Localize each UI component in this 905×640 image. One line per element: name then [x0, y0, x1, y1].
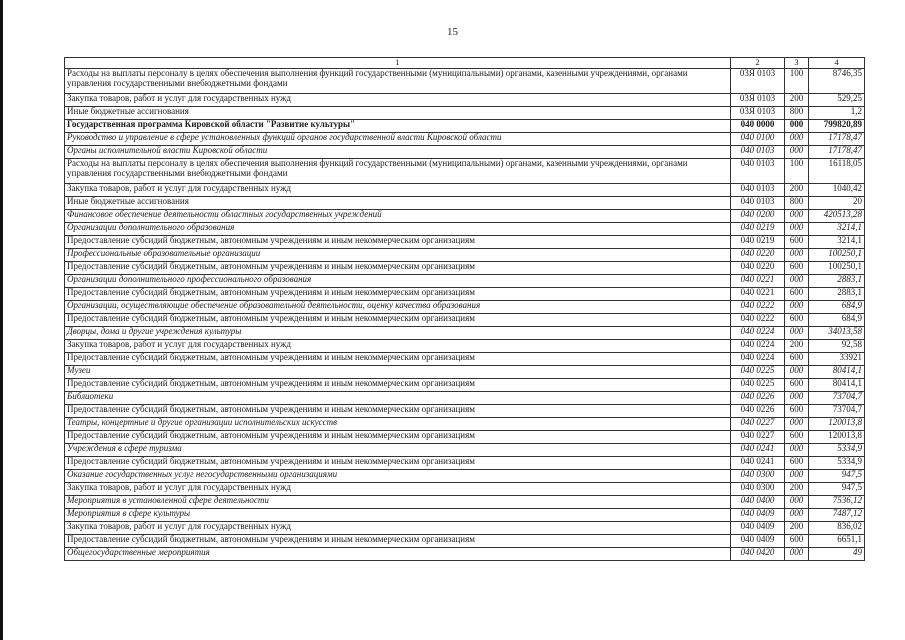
- row-sum-cell: 33921: [809, 353, 865, 366]
- row-code-cell: 040 0222: [731, 301, 785, 314]
- row-name-cell: Предоставление субсидий бюджетным, автономным учреждениям и иным некоммерческим организациям: [65, 379, 731, 392]
- row-sum-cell: 120013,8: [809, 418, 865, 431]
- row-name-cell: Учреждения в сфере туризма: [65, 444, 731, 457]
- row-vr-cell: 100: [785, 159, 809, 184]
- row-sum-cell: 73704,7: [809, 405, 865, 418]
- row-code-cell: 040 0221: [731, 288, 785, 301]
- row-name-cell: Иные бюджетные ассигнования: [65, 197, 731, 210]
- row-sum-cell: 92,58: [809, 340, 865, 353]
- row-vr-cell: 200: [785, 340, 809, 353]
- table-row: [65, 69, 865, 94]
- row-code-cell: 040 0409: [731, 522, 785, 535]
- row-code-cell: 040 0219: [731, 223, 785, 236]
- row-vr-cell: 000: [785, 327, 809, 340]
- table-row: [65, 392, 865, 405]
- row-vr-cell: 000: [785, 418, 809, 431]
- table-row: [65, 418, 865, 431]
- row-name-cell: Предоставление субсидий бюджетным, автономным учреждениям и иным некоммерческим организациям: [65, 314, 731, 327]
- row-code-cell: 040 0241: [731, 444, 785, 457]
- row-sum-cell: 49: [809, 548, 865, 561]
- row-name-cell: Предоставление субсидий бюджетным, автономным учреждениям и иным некоммерческим организациям: [65, 288, 731, 301]
- budget-table: [64, 57, 865, 561]
- row-sum-cell: 17178,47: [809, 133, 865, 146]
- row-name-cell: Общегосударственные мероприятия: [65, 548, 731, 561]
- row-sum-cell: 8746,35: [809, 69, 865, 94]
- row-name-cell: Предоставление субсидий бюджетным, автономным учреждениям и иным некоммерческим организациям: [65, 236, 731, 249]
- row-code-cell: 040 0220: [731, 249, 785, 262]
- row-vr-cell: 600: [785, 535, 809, 548]
- row-name-cell: Предоставление субсидий бюджетным, автономным учреждениям и иным некоммерческим организациям: [65, 535, 731, 548]
- row-name-cell: Предоставление субсидий бюджетным, автономным учреждениям и иным некоммерческим организациям: [65, 457, 731, 470]
- row-name-cell: Театры, концертные и другие организации исполнительских искусств: [65, 418, 731, 431]
- row-name-cell: Организации дополнительного профессионального образования: [65, 275, 731, 288]
- column-number-header: 2: [731, 58, 785, 69]
- row-sum-cell: 2883,1: [809, 288, 865, 301]
- row-sum-cell: 684,9: [809, 301, 865, 314]
- row-vr-cell: 000: [785, 366, 809, 379]
- table-row: [65, 496, 865, 509]
- row-vr-cell: 200: [785, 94, 809, 107]
- row-name-cell: Музеи: [65, 366, 731, 379]
- row-code-cell: 040 0103: [731, 146, 785, 159]
- table-row: [65, 120, 865, 133]
- table-row: [65, 236, 865, 249]
- row-vr-cell: 000: [785, 392, 809, 405]
- table-row: [65, 275, 865, 288]
- table-row: [65, 509, 865, 522]
- table-row: [65, 470, 865, 483]
- table-row: [65, 288, 865, 301]
- column-number-header: 4: [809, 58, 865, 69]
- table-row: [65, 444, 865, 457]
- row-vr-cell: 000: [785, 120, 809, 133]
- row-sum-cell: 947,5: [809, 483, 865, 496]
- row-name-cell: Закупка товаров, работ и услуг для государственных нужд: [65, 94, 731, 107]
- row-vr-cell: 200: [785, 483, 809, 496]
- row-vr-cell: 600: [785, 262, 809, 275]
- table-row: [65, 535, 865, 548]
- table-row: [65, 94, 865, 107]
- row-code-cell: 040 0200: [731, 210, 785, 223]
- row-name-cell: Закупка товаров, работ и услуг для государственных нужд: [65, 522, 731, 535]
- row-vr-cell: 000: [785, 210, 809, 223]
- table-row: [65, 483, 865, 496]
- row-sum-cell: 73704,7: [809, 392, 865, 405]
- row-name-cell: Финансовое обеспечение деятельности областных государственных учреждений: [65, 210, 731, 223]
- row-sum-cell: 20: [809, 197, 865, 210]
- row-code-cell: 040 0227: [731, 431, 785, 444]
- row-vr-cell: 000: [785, 509, 809, 522]
- row-name-cell: Расходы на выплаты персоналу в целях обеспечения выполнения функций государственными (муниципальными) органами, казенными учреждениями, органами управления государственными внебюджетными фондами: [65, 159, 731, 184]
- row-vr-cell: 000: [785, 275, 809, 288]
- table-header-row: [65, 58, 865, 69]
- row-code-cell: 03Я 0103: [731, 107, 785, 120]
- row-code-cell: 040 0227: [731, 418, 785, 431]
- row-sum-cell: 7487,12: [809, 509, 865, 522]
- row-sum-cell: 80414,1: [809, 379, 865, 392]
- table-body: [65, 69, 865, 561]
- row-name-cell: Организации, осуществляющие обеспечение образовательной деятельности, оценку качества образования: [65, 301, 731, 314]
- row-sum-cell: 420513,28: [809, 210, 865, 223]
- row-sum-cell: 1,2: [809, 107, 865, 120]
- row-sum-cell: 7536,12: [809, 496, 865, 509]
- column-number-header: 1: [65, 58, 731, 69]
- row-name-cell: Закупка товаров, работ и услуг для государственных нужд: [65, 184, 731, 197]
- row-code-cell: 03Я 0103: [731, 69, 785, 94]
- row-vr-cell: 800: [785, 197, 809, 210]
- row-code-cell: 040 0225: [731, 366, 785, 379]
- row-vr-cell: 200: [785, 184, 809, 197]
- row-code-cell: 040 0409: [731, 509, 785, 522]
- row-sum-cell: 100250,1: [809, 249, 865, 262]
- table-row: [65, 210, 865, 223]
- row-code-cell: 040 0225: [731, 379, 785, 392]
- row-code-cell: 040 0226: [731, 392, 785, 405]
- row-vr-cell: 600: [785, 405, 809, 418]
- row-code-cell: 040 0420: [731, 548, 785, 561]
- row-name-cell: Профессиональные образовательные организации: [65, 249, 731, 262]
- row-code-cell: 03Я 0103: [731, 94, 785, 107]
- row-name-cell: Закупка товаров, работ и услуг для государственных нужд: [65, 340, 731, 353]
- row-code-cell: 040 0103: [731, 197, 785, 210]
- row-name-cell: Предоставление субсидий бюджетным, автономным учреждениям и иным некоммерческим организациям: [65, 431, 731, 444]
- row-vr-cell: 100: [785, 69, 809, 94]
- table-row: [65, 548, 865, 561]
- row-sum-cell: 836,02: [809, 522, 865, 535]
- row-vr-cell: 600: [785, 457, 809, 470]
- row-sum-cell: 799820,89: [809, 120, 865, 133]
- table-row: [65, 146, 865, 159]
- row-vr-cell: 000: [785, 146, 809, 159]
- row-name-cell: Расходы на выплаты персоналу в целях обеспечения выполнения функций государственными (муниципальными) органами, казенными учреждениями, органами управления государственными внебюджетными фондами: [65, 69, 731, 94]
- row-sum-cell: 684,9: [809, 314, 865, 327]
- row-vr-cell: 000: [785, 496, 809, 509]
- table-row: [65, 327, 865, 340]
- row-sum-cell: 3214,1: [809, 236, 865, 249]
- column-number-header: 3: [785, 58, 809, 69]
- row-sum-cell: 3214,1: [809, 223, 865, 236]
- table-row: [65, 353, 865, 366]
- row-vr-cell: 000: [785, 470, 809, 483]
- table-row: [65, 262, 865, 275]
- row-code-cell: 040 0221: [731, 275, 785, 288]
- table-row: [65, 249, 865, 262]
- table-row: [65, 457, 865, 470]
- row-name-cell: Организации дополнительного образования: [65, 223, 731, 236]
- row-code-cell: 040 0219: [731, 236, 785, 249]
- row-code-cell: 040 0224: [731, 340, 785, 353]
- table-row: [65, 301, 865, 314]
- table-row: [65, 340, 865, 353]
- row-sum-cell: 529,25: [809, 94, 865, 107]
- row-sum-cell: 947,5: [809, 470, 865, 483]
- row-vr-cell: 600: [785, 236, 809, 249]
- row-name-cell: Оказание государственных услуг негосударственными организациями: [65, 470, 731, 483]
- row-name-cell: Закупка товаров, работ и услуг для государственных нужд: [65, 483, 731, 496]
- table-row: [65, 107, 865, 120]
- row-code-cell: 040 0226: [731, 405, 785, 418]
- row-code-cell: 040 0300: [731, 470, 785, 483]
- row-sum-cell: 2883,1: [809, 275, 865, 288]
- row-vr-cell: 000: [785, 548, 809, 561]
- table-row: [65, 184, 865, 197]
- row-code-cell: 040 0224: [731, 327, 785, 340]
- row-vr-cell: 600: [785, 314, 809, 327]
- row-vr-cell: 000: [785, 301, 809, 314]
- row-code-cell: 040 0224: [731, 353, 785, 366]
- table-row: [65, 223, 865, 236]
- table-row: [65, 159, 865, 184]
- row-name-cell: Мероприятия в установленной сфере деятельности: [65, 496, 731, 509]
- row-name-cell: Библиотеки: [65, 392, 731, 405]
- row-vr-cell: 600: [785, 288, 809, 301]
- table-row: [65, 431, 865, 444]
- row-vr-cell: 800: [785, 107, 809, 120]
- row-sum-cell: 120013,8: [809, 431, 865, 444]
- row-code-cell: 040 0400: [731, 496, 785, 509]
- row-sum-cell: 16118,05: [809, 159, 865, 184]
- row-vr-cell: 000: [785, 133, 809, 146]
- row-sum-cell: 6651,1: [809, 535, 865, 548]
- row-name-cell: Органы исполнительной власти Кировской области: [65, 146, 731, 159]
- row-name-cell: Руководство и управление в сфере установленных функций органов государственной власти Кировской области: [65, 133, 731, 146]
- row-code-cell: 040 0103: [731, 184, 785, 197]
- row-name-cell: Мероприятия в сфере культуры: [65, 509, 731, 522]
- row-name-cell: Предоставление субсидий бюджетным, автономным учреждениям и иным некоммерческим организациям: [65, 405, 731, 418]
- scan-edge-bar: [0, 0, 3, 640]
- row-sum-cell: 17178,47: [809, 146, 865, 159]
- row-name-cell: Предоставление субсидий бюджетным, автономным учреждениям и иным некоммерческим организациям: [65, 353, 731, 366]
- table-row: [65, 379, 865, 392]
- row-sum-cell: 34013,58: [809, 327, 865, 340]
- row-vr-cell: 000: [785, 223, 809, 236]
- table-row: [65, 314, 865, 327]
- row-sum-cell: 1040,42: [809, 184, 865, 197]
- row-code-cell: 040 0222: [731, 314, 785, 327]
- row-code-cell: 040 0409: [731, 535, 785, 548]
- row-code-cell: 040 0220: [731, 262, 785, 275]
- row-code-cell: 040 0000: [731, 120, 785, 133]
- table-row: [65, 366, 865, 379]
- row-sum-cell: 5334,9: [809, 444, 865, 457]
- row-code-cell: 040 0103: [731, 159, 785, 184]
- row-code-cell: 040 0300: [731, 483, 785, 496]
- row-vr-cell: 000: [785, 249, 809, 262]
- table-row: [65, 405, 865, 418]
- row-vr-cell: 600: [785, 353, 809, 366]
- row-vr-cell: 200: [785, 522, 809, 535]
- row-name-cell: Предоставление субсидий бюджетным, автономным учреждениям и иным некоммерческим организациям: [65, 262, 731, 275]
- row-sum-cell: 5334,9: [809, 457, 865, 470]
- row-name-cell: Иные бюджетные ассигнования: [65, 107, 731, 120]
- row-sum-cell: 100250,1: [809, 262, 865, 275]
- table-row: [65, 133, 865, 146]
- row-vr-cell: 600: [785, 379, 809, 392]
- row-sum-cell: 80414,1: [809, 366, 865, 379]
- row-code-cell: 040 0241: [731, 457, 785, 470]
- page-number: 15: [447, 26, 458, 38]
- row-vr-cell: 000: [785, 444, 809, 457]
- row-name-cell: Государственная программа Кировской области "Развитие культуры": [65, 120, 731, 133]
- row-code-cell: 040 0100: [731, 133, 785, 146]
- row-vr-cell: 600: [785, 431, 809, 444]
- row-name-cell: Дворцы, дома и другие учреждения культуры: [65, 327, 731, 340]
- table-row: [65, 197, 865, 210]
- table-row: [65, 522, 865, 535]
